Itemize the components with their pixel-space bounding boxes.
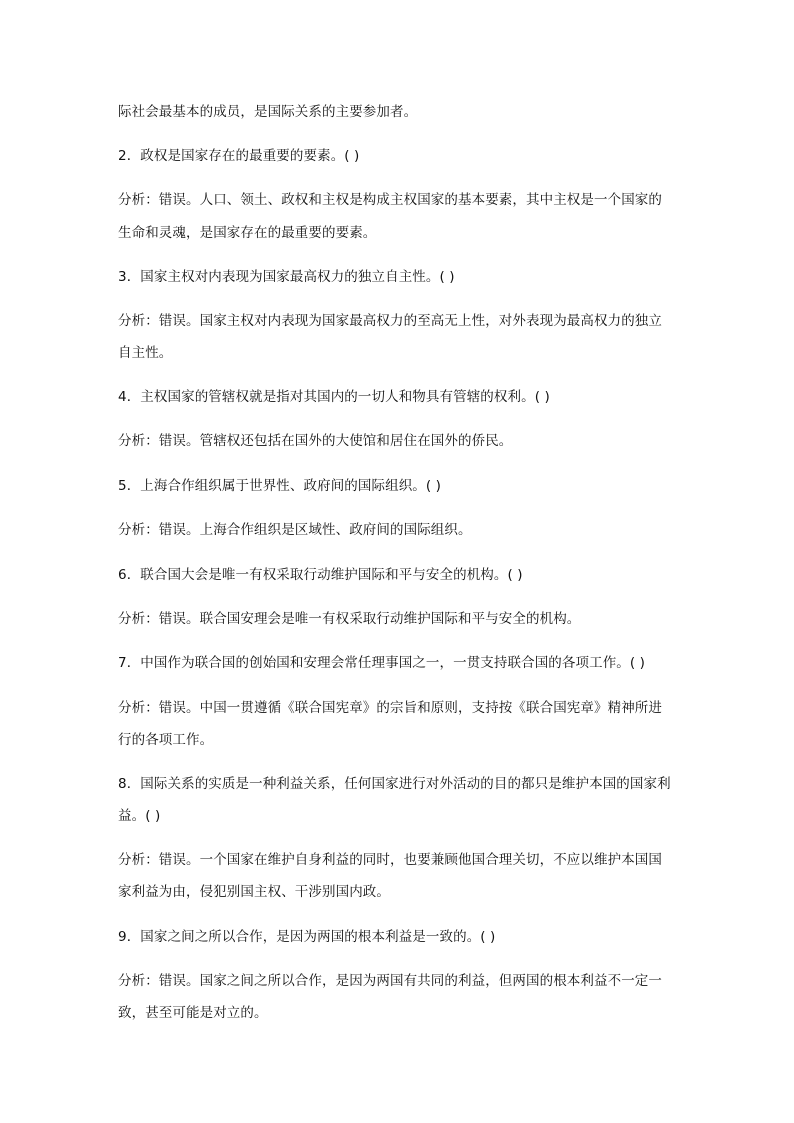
analysis-4: 分析：错误。管辖权还包括在国外的大使馆和居住在国外的侨民。 <box>118 433 513 449</box>
analysis-2-line-1: 分析：错误。人口、领土、政权和主权是构成主权国家的基本要素，其中主权是一个国家的 <box>118 192 662 208</box>
analysis-8-line-1: 分析：错误。一个国家在维护自身利益的同时，也要兼顾他国合理关切，不应以维护本国国 <box>118 852 662 868</box>
analysis-3-line-1: 分析：错误。国家主权对内表现为国家最高权力的至高无上性，对外表现为最高权力的独立 <box>118 313 662 329</box>
analysis-3-line-2: 自主性。 <box>118 345 173 361</box>
question-2: 2．政权是国家存在的最重要的要素。( ) <box>118 148 360 164</box>
analysis-9-line-2: 致，甚至可能是对立的。 <box>118 1005 268 1021</box>
question-6: 6．联合国大会是唯一有权采取行动维护国际和平与安全的机构。( ) <box>118 567 523 583</box>
analysis-8-line-2: 家利益为由，侵犯别国主权、干涉别国内政。 <box>118 884 390 900</box>
analysis-9-line-1: 分析：错误。国家之间之所以合作，是因为两国有共同的利益，但两国的根本利益不一定一 <box>118 973 662 989</box>
analysis-6: 分析：错误。联合国安理会是唯一有权采取行动维护国际和平与安全的机构。 <box>118 611 581 627</box>
question-7: 7．中国作为联合国的创始国和安理会常任理事国之一，一贯支持联合国的各项工作。( ) <box>118 655 646 671</box>
analysis-5: 分析：错误。上海合作组织是区域性、政府间的国际组织。 <box>118 522 472 538</box>
question-8-line-2: 益。( ) <box>118 808 161 824</box>
question-4: 4．主权国家的管辖权就是指对其国内的一切人和物具有管辖的权利。( ) <box>118 389 550 405</box>
continuation-line: 际社会最基本的成员，是国际关系的主要参加者。 <box>118 104 418 120</box>
analysis-7-line-1: 分析：错误。中国一贯遵循《联合国宪章》的宗旨和原则，支持按《联合国宪章》精神所进 <box>118 700 662 716</box>
question-8-line-1: 8．国际关系的实质是一种利益关系，任何国家进行对外活动的目的都只是维护本国的国家利 <box>118 776 671 792</box>
analysis-2-line-2: 生命和灵魂，是国家存在的最重要的要素。 <box>118 225 377 241</box>
question-9: 9．国家之间之所以合作，是因为两国的根本利益是一致的。( ) <box>118 929 496 945</box>
analysis-7-line-2: 行的各项工作。 <box>118 732 214 748</box>
question-5: 5．上海合作组织属于世界性、政府间的国际组织。( ) <box>118 478 442 494</box>
question-3: 3．国家主权对内表现为国家最高权力的独立自主性。( ) <box>118 269 455 285</box>
